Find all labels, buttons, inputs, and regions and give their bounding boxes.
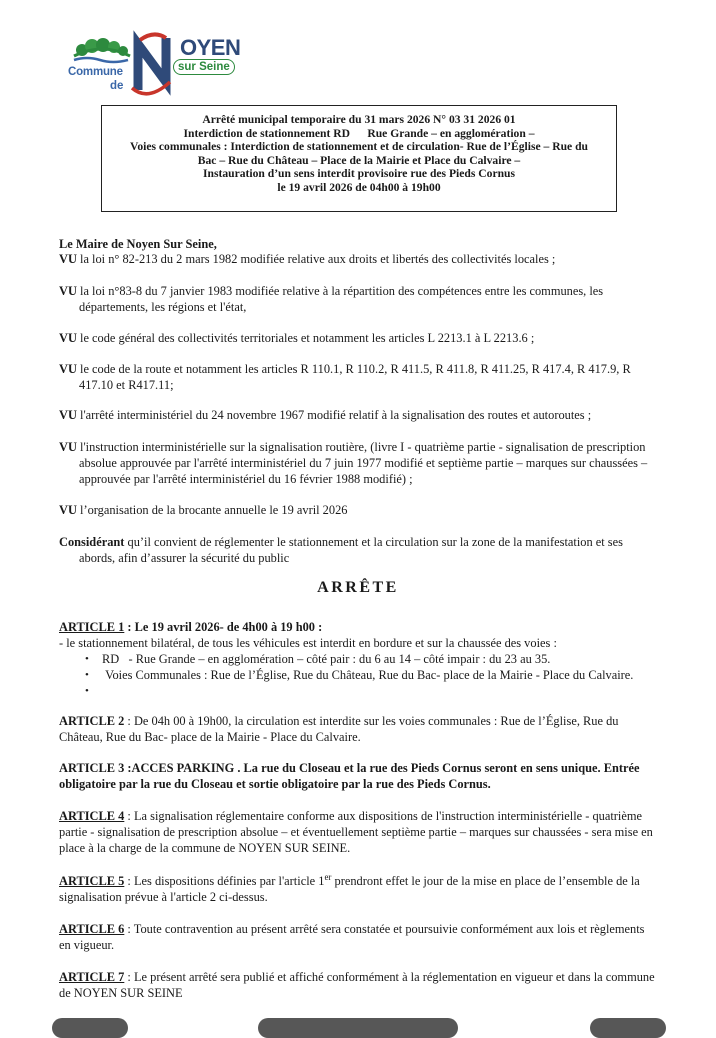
- article-5-label: ARTICLE 5: [59, 874, 125, 888]
- article-3: ARTICLE 3 :ACCES PARKING . La rue du Closeau et la rue des Pieds Cornus seront en sens unique. Entrée obligatoire par la rue du Closeau et sortie obligatoire par la rue des Pieds Cornus.: [59, 761, 640, 791]
- article-4: [59, 808, 658, 856]
- vu-clause: [59, 330, 658, 346]
- vu-text: l'arrêté interministériel du 24 novembre 1967 modifié relatif à la signalisation des routes et autoroutes ;: [76, 408, 592, 422]
- article-4-label: ARTICLE 4: [59, 809, 125, 823]
- title-line: Arrêté municipal temporaire du 31 mars 2026 N° 03 31 2026 01: [202, 113, 516, 126]
- list-item: [59, 683, 658, 699]
- vu-lead: VU: [59, 503, 77, 517]
- considerant-clause: [59, 534, 658, 566]
- bottom-shadow-center: [258, 1018, 458, 1038]
- vu-clause: [59, 502, 658, 518]
- article-2-label: ARTICLE 2: [59, 714, 125, 728]
- article-1-bullet-list: [59, 651, 658, 699]
- logo-commune-text: Commune: [68, 66, 123, 78]
- article-2: [59, 713, 658, 745]
- logo-name-text: OYEN: [180, 35, 241, 60]
- vu-clause: [59, 407, 658, 423]
- vu-text: la loi n° 82-213 du 2 mars 1982 modifiée relative aux droits et libertés des collectivités locales ;: [76, 252, 556, 266]
- list-item: [59, 667, 658, 683]
- list-item: [59, 651, 658, 667]
- mayor-heading: Le Maire de Noyen Sur Seine,: [59, 237, 217, 251]
- article-7-label: ARTICLE 7: [59, 970, 125, 984]
- bottom-shadow-left: [52, 1018, 128, 1038]
- list-item-text: RD - Rue Grande – en agglomération – côté pair : du 6 au 14 – côté impair : du 23 au 35.: [102, 652, 551, 666]
- vu-clause: [59, 283, 658, 315]
- article-6-label: ARTICLE 6: [59, 922, 125, 936]
- vu-text: l’organisation de la brocante annuelle le 19 avril 2026: [76, 503, 348, 517]
- article-1-label: ARTICLE 1: [59, 620, 125, 634]
- vu-lead: VU: [59, 440, 77, 454]
- article-6: [59, 921, 658, 953]
- title-line: Bac – Rue du Château – Place de la Mairie et Place du Calvaire –: [197, 153, 521, 167]
- title-line: Instauration d’un sens interdit provisoire rue des Pieds Cornus: [203, 167, 515, 181]
- title-line: Voies communales : Interdiction de stationnement et de circulation- Rue de l’Église – Rue du: [130, 140, 588, 154]
- vu-text: le code général des collectivités territoriales et notamment les articles L 2213.1 à L 2213.6 ;: [76, 331, 535, 345]
- title-line: Interdiction de stationnement RD Rue Grande – en agglomération –: [183, 126, 535, 140]
- title-line: le 19 avril 2026 de 04h00 à 19h00: [277, 180, 441, 194]
- decree-title-box: [101, 105, 617, 212]
- list-item-text: Voies Communales : Rue de l’Église, Rue du Château, Rue du Bac- place de la Mairie - Place du Calvaire.: [102, 668, 634, 682]
- bullet-icon: •: [85, 653, 89, 665]
- arrete-heading: ARRÊTE: [317, 579, 399, 596]
- article-5-superscript: er: [324, 871, 332, 882]
- article-4-text: : La signalisation réglementaire conforme aux dispositions de l'instruction interministérielle - quatrième partie - signalisation de prescription absolue – et éventuellement septième partie – marques sur chaussées - sera mise en place à la charge de la commune de NOYEN SUR SEINE.: [59, 809, 653, 855]
- article-2-text: : De 04h 00 à 19h00, la circulation est interdite sur les voies communales : Rue de l’Église, Rue du Château, Rue du Bac- place de la Mairie - Place du Calvaire.: [59, 714, 619, 744]
- vu-clause: [59, 439, 658, 487]
- vu-lead: VU: [59, 362, 77, 376]
- vu-clause: [59, 251, 658, 267]
- bottom-shadow-right: [590, 1018, 666, 1038]
- article-7: [59, 969, 658, 1001]
- vu-text: la loi n°83-8 du 7 janvier 1983 modifiée relative à la répartition des compétences entre les communes, les départements, les régions et l'état,: [76, 284, 604, 314]
- article-5: [59, 873, 658, 905]
- article-6-text: : Toute contravention au présent arrêté sera constatée et poursuivie conformément aux lois et règlements en vigueur.: [59, 922, 645, 952]
- bottom-overlay: [0, 1012, 716, 1026]
- article-1-intro: - le stationnement bilatéral, de tous les véhicules est interdit en bordure et sur la chaussée des voies :: [59, 636, 557, 650]
- logo-de-text: de: [110, 80, 124, 92]
- bullet-icon: •: [85, 685, 89, 697]
- vu-clause: [59, 361, 658, 393]
- bullet-icon: •: [85, 669, 89, 681]
- article-5-text-a: : Les dispositions définies par l'article 1: [124, 874, 325, 888]
- vu-lead: VU: [59, 408, 77, 422]
- considerant-text: qu’il convient de réglementer le stationnement et la circulation sur la zone de la manifestation et ses abords, afin d’assurer la sécurité du public: [79, 535, 623, 565]
- logo-subtitle-text: sur Seine: [173, 59, 235, 75]
- vu-text: l'instruction interministérielle sur la signalisation routière, (livre I - quatrième partie - signalisation de prescription absolue approuvée par l'arrêté interministériel du 7 juin 1977 modifié et septième partie – marques sur chaussées – approuvée par l'arrêté interministériel du 16 février 1988 modifié) ;: [76, 440, 648, 486]
- article-7-text: : Le présent arrêté sera publié et affiché conformément à la réglementation en vigueur et dans la commune de NOYEN SUR SEINE: [59, 970, 655, 1000]
- considerant-lead: Considérant: [59, 535, 125, 549]
- article-1: [59, 619, 658, 699]
- commune-logo: [62, 22, 242, 102]
- article-5-text-b: prendront effet le jour de la mise en place de l’ensemble de la signalisation prévue à l'article 2 ci-dessus.: [59, 874, 640, 904]
- vu-lead: VU: [59, 331, 77, 345]
- vu-lead: VU: [59, 284, 77, 298]
- vu-text: le code de la route et notamment les articles R 110.1, R 110.2, R 411.5, R 411.8, R 411.25, R 417.4, R 417.9, R 417.10 et R417.11;: [76, 362, 631, 392]
- vu-lead: VU: [59, 252, 77, 266]
- article-1-heading-rest: : Le 19 avril 2026- de 4h00 à 19 h00 :: [124, 620, 323, 634]
